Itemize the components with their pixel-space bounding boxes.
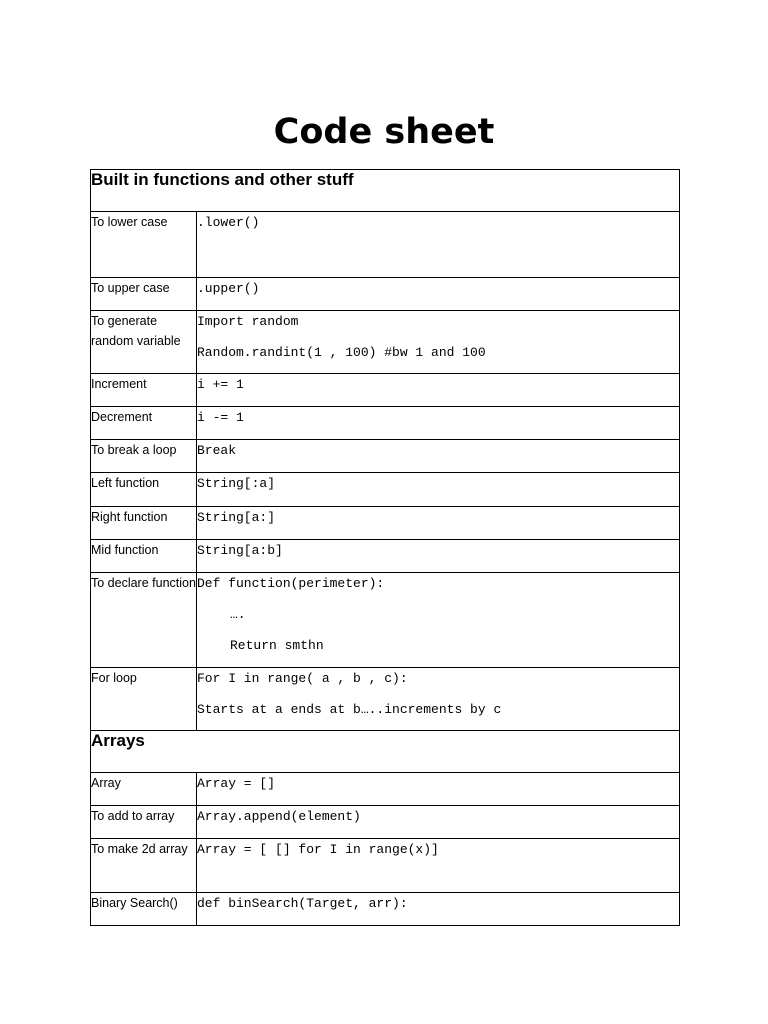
row-code xyxy=(197,212,680,278)
table-row xyxy=(91,212,680,278)
code-line: .upper() xyxy=(197,281,260,296)
table-row xyxy=(91,893,680,926)
row-code xyxy=(197,473,680,507)
code-line: Return smthn xyxy=(230,638,324,653)
table-row xyxy=(91,540,680,573)
row-label: To generate random variable xyxy=(91,311,197,374)
table-row xyxy=(91,573,680,668)
code-line: .lower() xyxy=(197,215,260,230)
code-line: …. xyxy=(230,607,246,622)
section-header-row xyxy=(91,731,680,773)
row-label: To lower case xyxy=(91,212,197,278)
code-line: Array = [] xyxy=(197,776,276,791)
table-row xyxy=(91,507,680,540)
code-line: i -= 1 xyxy=(197,410,244,425)
row-code xyxy=(197,507,680,540)
code-line: def binSearch(Target, arr): xyxy=(197,896,408,911)
code-line: Def function(perimeter): xyxy=(197,576,385,591)
table-row xyxy=(91,407,680,440)
section-heading: Built in functions and other stuff xyxy=(91,170,680,212)
row-code xyxy=(197,374,680,407)
row-label: To make 2d array xyxy=(91,839,197,893)
code-line: For I in range( a , b , c): xyxy=(197,671,408,686)
section-header-row xyxy=(91,170,680,212)
row-label: To declare function xyxy=(91,573,197,668)
row-code xyxy=(197,839,680,893)
row-label: Binary Search() xyxy=(91,893,197,926)
row-code xyxy=(197,540,680,573)
code-line: Array.append(element) xyxy=(197,809,361,824)
code-line: Array = [ [] for I in range(x)] xyxy=(197,842,439,857)
table-row xyxy=(91,839,680,893)
code-line: String[a:] xyxy=(197,510,276,525)
row-code xyxy=(197,311,680,374)
row-code xyxy=(197,407,680,440)
code-line: String[:a] xyxy=(197,476,276,491)
row-label: Mid function xyxy=(91,540,197,573)
row-label: Right function xyxy=(91,507,197,540)
row-label: Left function xyxy=(91,473,197,507)
row-code xyxy=(197,573,680,668)
table-row xyxy=(91,440,680,473)
page-title: Code sheet xyxy=(273,112,495,152)
table-row xyxy=(91,806,680,839)
code-line: Random.randint(1 , 100) #bw 1 and 100 xyxy=(197,345,486,360)
row-label: Decrement xyxy=(91,407,197,440)
section-heading: Arrays xyxy=(91,731,680,773)
row-code xyxy=(197,773,680,806)
code-line: Break xyxy=(197,443,237,458)
row-code xyxy=(197,440,680,473)
code-line: String[a:b] xyxy=(197,543,283,558)
row-code xyxy=(197,806,680,839)
code-line: i += 1 xyxy=(197,377,244,392)
row-label: To upper case xyxy=(91,278,197,311)
code-line: Import random xyxy=(197,314,299,329)
table-row xyxy=(91,473,680,507)
row-label: To add to array xyxy=(91,806,197,839)
table-row xyxy=(91,773,680,806)
row-label: Array xyxy=(91,773,197,806)
row-label: For loop xyxy=(91,668,197,731)
row-code xyxy=(197,893,680,926)
code-table xyxy=(90,169,680,926)
table-row xyxy=(91,374,680,407)
code-line: Starts at a ends at b…..increments by c xyxy=(197,702,502,717)
row-label: To break a loop xyxy=(91,440,197,473)
row-label: Increment xyxy=(91,374,197,407)
row-code xyxy=(197,668,680,731)
table-row xyxy=(91,278,680,311)
row-code xyxy=(197,278,680,311)
table-row xyxy=(91,311,680,374)
table-row xyxy=(91,668,680,731)
